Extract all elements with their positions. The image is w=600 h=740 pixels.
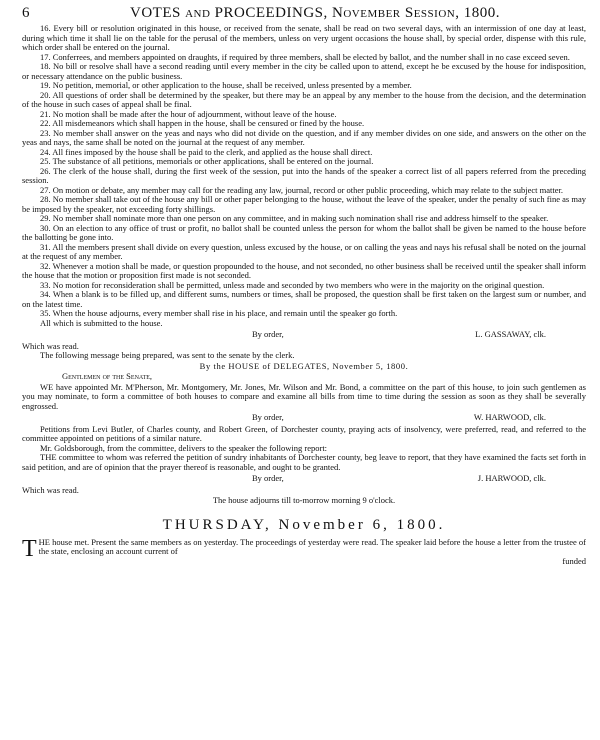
which-was-read: Which was read. — [22, 340, 79, 351]
catchword: funded — [562, 555, 586, 566]
clerk-signature: L. GASSAWAY, clk. — [475, 329, 546, 339]
rules-list — [22, 24, 586, 328]
rule-paragraph: 33. No motion for reconsideration shall be permitted, unless made and seconded by two members who were in the majority on the original question. — [40, 279, 545, 290]
rule-paragraph: 18. No bill or resolve shall have a second reading until every member in the city be called upon to attend, except he be excused by the house for indisposition, or necessary attendance on the public business. — [22, 61, 586, 81]
rule-paragraph: 16. Every bill or resolution originated in this house, or received from the senate, shall be read on two several days, with an intermission of one day at least, during which time it shall lie on the table for the perusal of the members, unless on very urgent occasions the house shall, by special order, dispense with this rule, which order shall be entered on the journal. — [22, 23, 586, 52]
signature-block — [22, 413, 586, 423]
rule-paragraph: 20. All questions of order shall be determined by the speaker, but there may be an appeal by any member to the house from the decision, and the determination of the house in such cases of appeal shall be final. — [22, 89, 586, 109]
rule-paragraph: 24. All fines imposed by the house shall be paid to the clerk, and applied as the house shall direct. — [40, 146, 373, 157]
rule-paragraph: 27. On motion or debate, any member may call for the reading any law, journal, record or other public proceeding, which may relate to the subject matter. — [40, 184, 563, 195]
rule-paragraph: 22. All misdemeanors which shall happen in the house, shall be censured or fined by the house. — [40, 118, 365, 128]
day-heading: THURSDAY, November 6, 1800. — [162, 516, 446, 533]
page-header — [22, 4, 586, 22]
rule-paragraph: 26. The clerk of the house shall, during the first week of the session, put into the hands of the speaker a correct list of all papers referred from the preceding session. — [22, 165, 586, 185]
rule-paragraph: 34. When a blank is to be filled up, and different sums, numbers or times, shall be proposed, the question shall be first taken on the largest sum or number, and on the latest time. — [22, 289, 586, 309]
signature-block — [22, 330, 586, 340]
submitted-line: All which is submitted to the house. — [40, 317, 163, 328]
message-intro: The following message being prepared, was sent to the senate by the clerk. — [40, 350, 295, 360]
report-paragraph: THE committee to whom was referred the petition of sundry inhabitants of Dorchester county, beg leave to report, that they have examined the facts set forth in said petition, and are of opinion that the prayer thereof is reasonable, and ought to be granted. — [22, 452, 586, 472]
rule-paragraph: 35. When the house adjourns, every member shall rise in his place, and remain until the speaker go forth. — [40, 308, 398, 318]
rule-paragraph: 25. The substance of all petitions, memorials or other applications, shall be entered on the journal. — [40, 156, 374, 166]
clerk-signature: W. HARWOOD, clk. — [473, 412, 546, 422]
which-was-read: Which was read. — [22, 484, 79, 495]
by-order-label: By order, — [252, 412, 284, 422]
by-order-label: By order, — [252, 329, 284, 339]
salutation: Gentlemen of the Senate, — [62, 371, 153, 381]
rule-paragraph: 30. On an election to any office of trust or profit, no ballot shall be counted unless the person for whom the ballot shall be given be named to the house before the ballotting be gone into. — [22, 222, 586, 242]
page-number: 6 — [22, 5, 30, 21]
rule-paragraph: 32. Whenever a motion shall be made, or question propounded to the house, and not seconded, no other business shall be received until the speaker shall inform the house that the motion or proposition first made is not seconded. — [22, 260, 586, 280]
drop-cap: T — [22, 535, 37, 562]
adjourn-line: The house adjourns till to-morrow morning 9 o'clock. — [212, 495, 396, 505]
rule-paragraph: 29. No member shall nominate more than one person on any committee, and in making such nomination shall rise and address himself to the speaker. — [40, 213, 549, 223]
rule-paragraph: 17. Conferrees, and members appointed on draughts, if required by three members, shall be elected by ballot, and the number shall in no case exceed seven. — [40, 51, 570, 62]
rule-paragraph: 31. All the members present shall divide on every question, unless excused by the house, or on calling the yeas and nays his refusal shall be noted on the journal at the request of any member. — [22, 241, 586, 261]
rule-paragraph: 23. No member shall answer on the yeas and nays who did not divide on the question, and if any member divides on one side, and answers on the other on the yeas and nays, the same shall be noted on the journal at the request of any member. — [22, 127, 586, 147]
rule-paragraph: 21. No motion shall be made after the hour of adjournment, without leave of the house. — [40, 108, 337, 119]
delegates-heading: By the HOUSE of DELEGATES, November 5, 1800. — [199, 360, 409, 371]
by-order-label: By order, — [252, 473, 284, 483]
petitions-paragraph: Petitions from Levi Butler, of Charles county, and Robert Green, of Dorchester county, praying acts of insolvency, were preferred, read, and referred to the committee appointed on petitions of a similar nature. — [22, 423, 586, 443]
signature-block — [22, 474, 586, 484]
running-title: VOTES and PROCEEDINGS, November Session, 1800. — [130, 5, 500, 21]
goldsborough-paragraph: Mr. Goldsborough, from the committee, delivers to the speaker the following report: — [40, 442, 328, 453]
rule-paragraph: 28. No member shall take out of the house any bill or other paper belonging to the house, without the leave of the speaker, under the penalty of such fine as may be imposed by the speaker, not exceeding forty shillings. — [22, 194, 586, 214]
final-paragraph-text: HE house met. Present the same members as on yesterday. The proceedings of yesterday were read. The speaker laid before the house a letter from the trustee of the state, enclosing an account current of — [38, 536, 586, 556]
clerk-signature: J. HARWOOD, clk. — [477, 473, 546, 483]
message-body: WE have appointed Mr. M'Pherson, Mr. Montgomery, Mr. Jones, Mr. Wilson and Mr. Bond, a committee on the part of this house, to join such gentlemen as you may nominate, to form a committee of both houses to compare and examine all bills from time to time during the session as soon as they shall be severally engrossed. — [22, 381, 586, 411]
rule-paragraph: 19. No petition, memorial, or other application to the house, shall be received, unless presented by a member. — [40, 80, 412, 90]
